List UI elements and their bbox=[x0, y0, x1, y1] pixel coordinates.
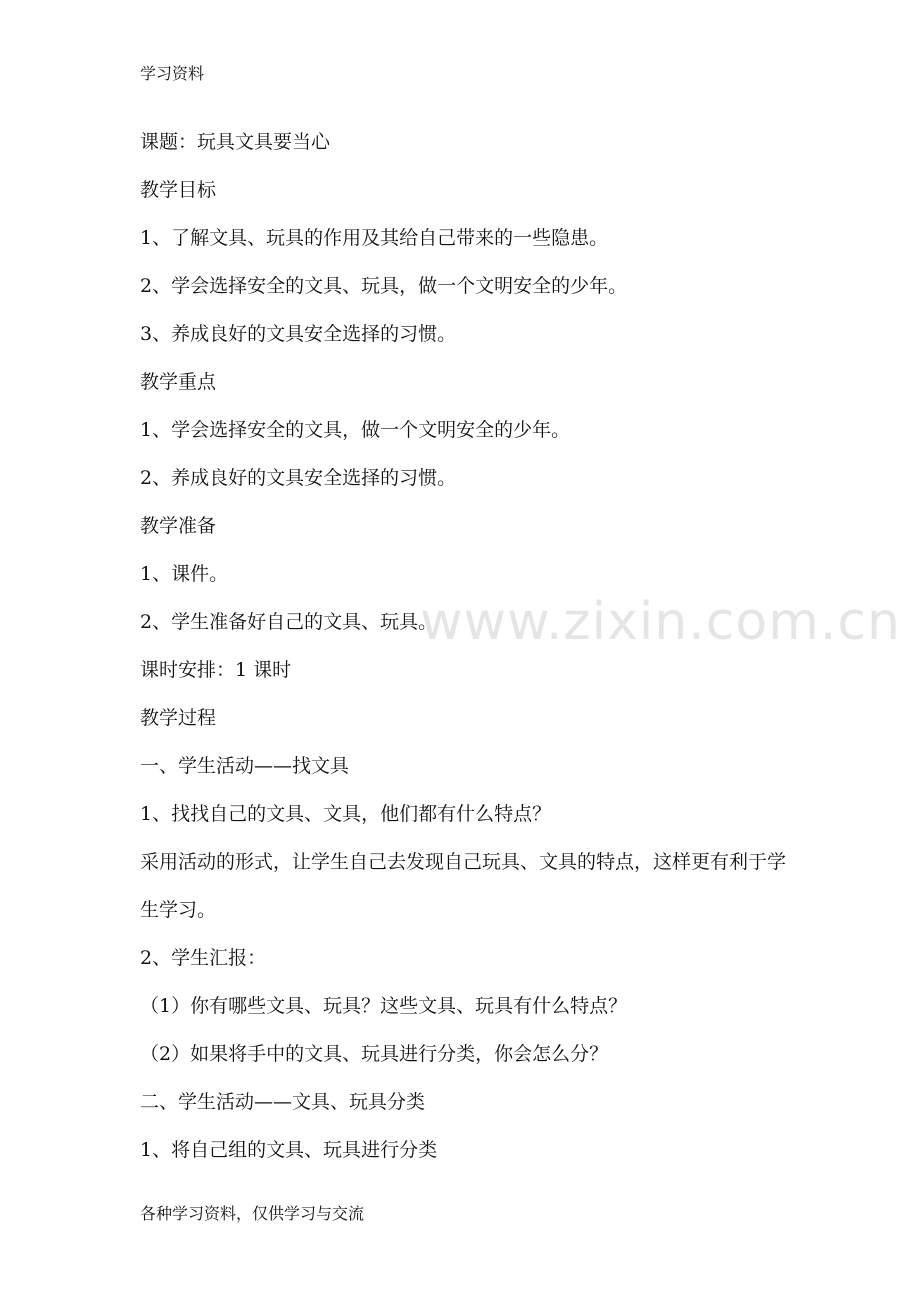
section-heading-objectives: 教学目标 bbox=[140, 179, 217, 201]
process-item: 2、学生汇报： bbox=[140, 947, 267, 969]
page-footer: 各种学习资料，仅供学习与交流 bbox=[140, 1204, 365, 1223]
section-heading-process: 教学过程 bbox=[140, 707, 217, 729]
document-body bbox=[140, 118, 790, 1174]
activity-heading: 一、学生活动——找文具 bbox=[140, 755, 350, 777]
objective-item: 2、学会选择安全的文具、玩具，做一个文明安全的少年。 bbox=[140, 275, 628, 297]
objective-item: 3、养成良好的文具安全选择的习惯。 bbox=[140, 323, 457, 345]
key-point-item: 1、学会选择安全的文具，做一个文明安全的少年。 bbox=[140, 419, 571, 441]
lesson-title: 课题：玩具文具要当心 bbox=[140, 131, 331, 153]
watermark: www.zixin.com.cn bbox=[420, 592, 901, 652]
activity-heading: 二、学生活动——文具、玩具分类 bbox=[140, 1091, 426, 1113]
page-header: 学习资料 bbox=[140, 64, 205, 83]
process-item: 1、找找自己的文具、文具，他们都有什么特点？ bbox=[140, 803, 552, 825]
process-sub-item: （2）如果将手中的文具、玩具进行分类，你会怎么分？ bbox=[140, 1043, 609, 1065]
process-sub-item: （1）你有哪些文具、玩具？这些文具、玩具有什么特点？ bbox=[140, 995, 628, 1017]
schedule-line: 课时安排：1 课时 bbox=[140, 659, 292, 681]
key-point-item: 2、养成良好的文具安全选择的习惯。 bbox=[140, 467, 457, 489]
preparation-item: 1、课件。 bbox=[140, 563, 229, 585]
process-item: 1、将自己组的文具、玩具进行分类 bbox=[140, 1139, 438, 1161]
preparation-item: 2、学生准备好自己的文具、玩具。 bbox=[140, 611, 438, 633]
section-heading-preparation: 教学准备 bbox=[140, 515, 217, 537]
process-paragraph: 采用活动的形式，让学生自己去发现自己玩具、文具的特点，这样更有利于学生学习。 bbox=[140, 851, 787, 921]
objective-item: 1、了解文具、玩具的作用及其给自己带来的一些隐患。 bbox=[140, 227, 609, 249]
section-heading-key-points: 教学重点 bbox=[140, 371, 217, 393]
